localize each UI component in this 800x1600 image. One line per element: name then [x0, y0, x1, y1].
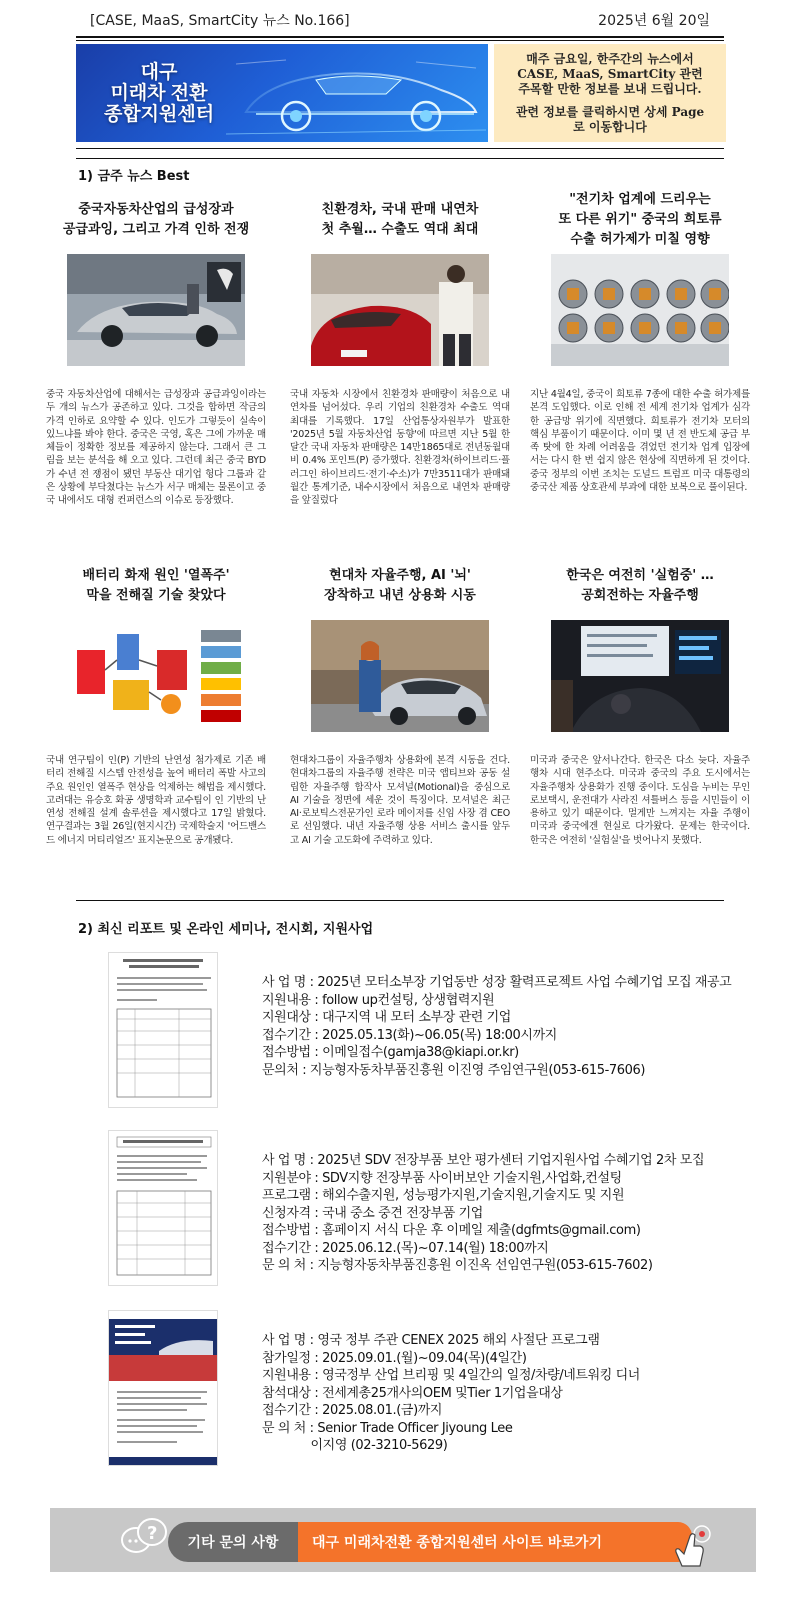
flyer-thumbnail-icon	[109, 1311, 218, 1466]
seminar-details[interactable]	[262, 974, 731, 1079]
news-image-ev-car[interactable]	[67, 254, 245, 366]
seminar-field: 사 업 명 : 2025년 SDV 전장부품 보안 평가센터 기업지원사업 수혜기업 2차 모집	[262, 1153, 705, 1168]
seminar-field: 문의처 : 지능형자동차부품진흥원 이진영 주임연구원(053-615-7606)	[262, 1062, 646, 1078]
newsletter-date: 2025년 6월 20일	[598, 13, 710, 29]
seminar-item-3[interactable]	[100, 1310, 740, 1470]
car-illustration-icon	[226, 50, 486, 140]
news-card-1[interactable]	[46, 192, 266, 508]
news-body: 현대차그룹이 자율주행차 상용화에 본격 시동을 건다. 현대차그룹의 자율주행 전략은 미국 앱티브와 공동 설립한 자율주행 합작사 모셔널(Motional)을 중심으로 AI 기술을 정면에 세운 것이 특징이다. 모셔널은 최근 AI·로보틱스전문가인 로라 메이저를 신임 사장 겸 CEO로 선임했다. 내년 자율주행 상용 서비스 출시를 앞두고 AI 기술 고도화에 주력하고 있다.	[290, 755, 510, 846]
seminar-field: 참가일정 : 2025.09.01.(월)~09.04(목)(4일간)	[262, 1350, 527, 1366]
section-divider	[76, 900, 724, 901]
news-card-3[interactable]	[530, 192, 750, 494]
svg-text:?: ?	[147, 1523, 158, 1544]
driving-sim-photo-icon	[551, 620, 729, 732]
section1-title: 1) 금주 뉴스 Best	[78, 169, 190, 184]
seminar-field: 문 의 처 : 지능형자동차부품진흥원 이진옥 선임연구원(053-615-7602)	[262, 1258, 653, 1273]
seminar-thumbnail[interactable]	[108, 1130, 218, 1286]
news-image-motors[interactable]	[551, 254, 729, 366]
seminar-field: 지원내용 : follow up컨설팅, 상생협력지원	[262, 992, 495, 1008]
seminar-details[interactable]	[262, 1332, 640, 1455]
news-title[interactable]: "전기차 업계에 드리우는 또 다른 위기" 중국의 희토류 수출 허가제가 미칠 영향	[558, 192, 722, 247]
seminar-thumbnail[interactable]	[108, 1310, 218, 1466]
news-title[interactable]: 배터리 화재 원인 '열폭주' 막을 전해질 기술 찾았다	[82, 568, 230, 603]
seminar-field: 참석대상 : 전세계총25개사의OEM 및Tier 1기업을대상	[262, 1385, 563, 1401]
intro-text-1: 매주 금요일, 한주간의 뉴스에서 CASE, MaaS, SmartCity 관련 주목할 만한 정보를 보내 드립니다.	[517, 51, 703, 96]
news-body: 국내 연구팀이 인(P) 기반의 난연성 첨가제로 기존 배터리 전해질 시스템 안전성을 높여 배터리 폭발 사고의 주요 원인인 열폭주 현상을 억제하는 해법을 제시했다. 고려대는 유승호 화공 생명학과 교수팀이 인 기반의 난연성 전해질 설계 솔루션을 제시했다고 17일 밝혔다. 연구결과는 3월 26일(현지시간) 국제학술지 '어드밴스드 에너지 머티리얼즈' 표지논문으로 공개됐다.	[46, 755, 266, 846]
news-image-autonomous-car[interactable]	[311, 620, 489, 732]
question-bubble-icon	[118, 1514, 170, 1558]
banner-title	[90, 62, 228, 125]
motor-factory-photo-icon	[551, 254, 729, 366]
news-title[interactable]: 중국자동차산업의 급성장과 공급과잉, 그리고 가격 인하 전쟁	[62, 202, 250, 237]
seminar-details[interactable]	[262, 1152, 704, 1275]
seminar-field: 지원분야 : SDV지향 전장부품 사이버보안 기술지원,사업화,컨설팅	[262, 1170, 622, 1186]
section2-title: 2) 최신 리포트 및 온라인 세미나, 전시회, 지원사업	[78, 922, 374, 937]
news-body: 미국과 중국은 앞서나간다. 한국은 다소 늦다. 자율주행차 시대 현주소다. 미국과 중국의 주요 도시에서는 자율주행차 상용화가 진행 중이다. 도심을 누비는 무인 로보택시, 운전대가 사라진 셔틀버스 등을 시민들이 이용하고 있기 때문이다. 멀게만 느껴지는 자율 주행이 미국과 중국에겐 현실로 다가왔다. 문제는 한국이다. 한국은 여전히 '실험실'을 벗어나지 못했다.	[530, 755, 750, 846]
seminar-field: 프로그램 : 해외수출지원, 성능평가지원,기술지원,기술지도 및 지원	[262, 1188, 625, 1203]
seminar-field: 접수방법 : 홈페이지 서식 다운 후 이메일 제출(dgfmts@gmail.com)	[262, 1223, 641, 1238]
news-card-2[interactable]	[290, 192, 510, 508]
news-card-5[interactable]	[290, 558, 510, 847]
news-body: 국내 자동차 시장에서 친환경차 판매량이 처음으로 내연차를 넘어섰다. 우리 기업의 친환경차 수출도 역대 최대를 기록했다. 17일 산업통상자원부가 발표한 '2025년 5월 자동차산업 동향'에 따르면 지난 5월 한 달간 국내 자동차 판매량은 14만1865대로 전년동월대비 0.4% 포인트(P) 증가했다. 친환경차(하이브리드·플러그인 하이브리드·전기·수소)가 7만3511대가 판매돼 월간 통계기준, 내수시장에서 처음으로 내연차 판매량을 앞질렀다	[290, 389, 510, 507]
seminar-item-2[interactable]	[100, 1130, 740, 1290]
news-image-showroom[interactable]	[311, 254, 489, 366]
seminar-field: 접수기간 : 2025.05.13(화)~06.05(목) 18:00시까지	[262, 1027, 557, 1043]
header-rule	[76, 36, 724, 38]
news-title[interactable]: 한국은 여전히 '실험중' … 공회전하는 자율주행	[566, 568, 714, 603]
newsletter-header	[90, 8, 710, 32]
news-body: 중국 자동차산업에 대해서는 급성장과 공급과잉이라는 두 개의 뉴스가 공존하고 있다. 그것을 합하면 작금의 가격 인하로 요약할 수 있다. 인도가 그렇듯이 실속이 있느냐를 봐야 한다. 중국은 국영, 혹은 그에 가까운 매체들이 정확한 정보를 제공하지 않는다. 그래서 큰 그림을 보는 분석을 해 오고 있다. 그런데 최근 중국 BYD가 수년 전 쟁점이 됐던 부동산 대기업 헝다 그룹과 같은 상황에 부닥쳤다는 뉴스가 서구 매체는 물론이고 중국 내에서도 대형 컨퍼런스의 이슈로 등장했다.	[46, 389, 266, 507]
seminar-field: 사 업 명 : 영국 정부 주관 CENEX 2025 해외 사절단 프로그램	[262, 1333, 600, 1348]
news-body: 지난 4월4일, 중국이 희토류 7종에 대한 수출 허가제를 본격 도입했다. 이로 인해 전 세계 전기차 업계가 심각한 공급망 위기에 직면했다. 희토류가 전기차 모터의 핵심 부품이기 때문이다. 이미 몇 년 전 반도체 공급 부족 탓에 한 차례 어려움을 겪었던 전기차 업계 입장에서는 다시 한 번 쉽지 않은 현상에 직면하게 된 것이다. 중국 정부의 이번 조치는 도널드 트럼프 미국 대통령의 중국산 제품 상호관세 부과에 대한 보복으로 풀이된다.	[530, 389, 750, 494]
inquiry-button[interactable]: 기타 문의 사항	[168, 1522, 298, 1562]
seminar-thumbnail[interactable]	[108, 952, 218, 1108]
news-card-6[interactable]	[530, 558, 750, 847]
news-card-4[interactable]	[46, 558, 266, 847]
news-image-driving-sim[interactable]	[551, 620, 729, 732]
showroom-photo-icon	[311, 254, 489, 366]
document-thumbnail-icon	[109, 1131, 218, 1286]
seminar-field: 지원내용 : 영국정부 산업 브리핑 및 4일간의 일정/차량/네트워킹 디너	[262, 1368, 640, 1383]
seminar-field: 지원대상 : 대구지역 내 모터 소부장 관련 기업	[262, 1010, 511, 1025]
seminar-item-1[interactable]	[100, 952, 740, 1112]
seminar-field: 접수방법 : 이메일접수(gamja38@kiapi.or.kr)	[262, 1045, 519, 1060]
hand-cursor-icon	[668, 1522, 718, 1572]
seminar-field: 문 의 처 : Senior Trade Officer Jiyoung Lee	[262, 1420, 513, 1436]
banner-title-line1: 대구	[140, 62, 178, 83]
newsletter-title: [CASE, MaaS, SmartCity 뉴스 No.166]	[90, 13, 350, 29]
seminar-field: 신청자격 : 국내 중소 중견 전장부품 기업	[262, 1205, 483, 1221]
news-image-battery-diagram[interactable]	[67, 620, 245, 732]
site-link-button[interactable]: 대구 미래차전환 종합지원센터 사이트 바로가기	[298, 1522, 692, 1562]
news-title[interactable]: 친환경차, 국내 판매 내연차 첫 추월… 수출도 역대 최대	[321, 202, 479, 237]
header-rule-thin	[76, 40, 724, 41]
intro-text-2: 관련 정보를 클릭하시면 상세 Page 로 이동합니다	[515, 104, 705, 134]
news-title[interactable]: 현대차 자율주행, AI '뇌' 장착하고 내년 상용화 시동	[324, 568, 476, 603]
section-rule-top	[76, 148, 724, 149]
section-rule-bottom	[76, 158, 724, 159]
banner-title-line3: 종합지원센터	[103, 104, 215, 125]
intro-box	[494, 44, 726, 142]
banner-title-line2: 미래차 전환	[110, 83, 208, 104]
seminar-field: 이지영 (02-3210-5629)	[262, 1438, 448, 1453]
footer-bar	[50, 1508, 756, 1572]
seminar-field: 접수기간 : 2025.08.01.(금)까지	[262, 1403, 443, 1418]
battery-diagram-icon	[67, 620, 245, 732]
car-photo-icon	[67, 254, 245, 366]
seminar-field: 접수기간 : 2025.06.12.(목)~07.14(월) 18:00까지	[262, 1240, 549, 1256]
center-banner[interactable]	[76, 44, 488, 142]
document-thumbnail-icon	[109, 953, 218, 1108]
autonomous-car-photo-icon	[311, 620, 489, 732]
seminar-field: 사 업 명 : 2025년 모터소부장 기업동반 성장 활력프로젝트 사업 수혜기업 모집 재공고	[262, 975, 732, 990]
